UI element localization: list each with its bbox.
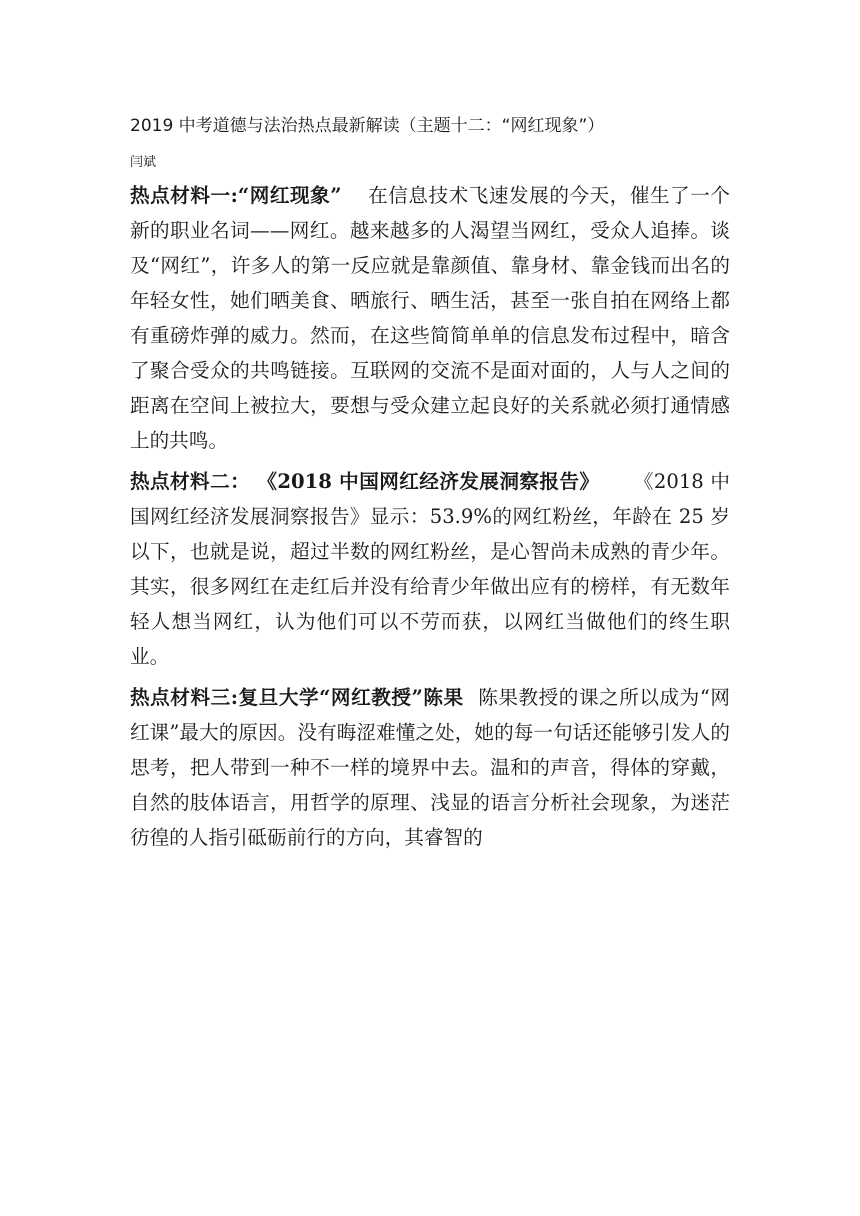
material-2-paragraph bbox=[130, 464, 730, 674]
material-1-paragraph bbox=[130, 178, 730, 458]
material-3-paragraph bbox=[130, 680, 730, 855]
material-1-heading: 热点材料一:“网红现象” bbox=[130, 184, 342, 207]
material-1-body: 在信息技术飞速发展的今天，催生了一个新的职业名词——网红。越来越多的人渴望当网红，受众人追捧。谈及“网红”，许多人的第一反应就是靠颜值、靠身材、靠金钱而出名的年轻女性，她们晒美食、晒旅行、晒生活，甚至一张自拍在网络上都有重磅炸弹的威力。然而，在这些简简单单的信息发布过程中，暗含了聚合受众的共鸣链接。互联网的交流不是面对面的，人与人之间的距离在空间上被拉大，要想与受众建立起良好的关系就必须打通情感上的共鸣。 bbox=[130, 184, 730, 452]
document-author: 闫斌 bbox=[130, 155, 157, 170]
material-3-body: 陈果教授的课之所以成为“网红课”最大的原因。没有晦涩难懂之处，她的每一句话还能够引发人的思考，把人带到一种不一样的境界中去。温和的声音，得体的穿戴，自然的肢体语言，用哲学的原理、浅显的语言分析社会现象，为迷茫彷徨的人指引砥砺前行的方向，其睿智的 bbox=[130, 686, 730, 849]
document-page bbox=[130, 112, 730, 861]
material-2-body: 《2018 中国网红经济发展洞察报告》显示：53.9%的网红粉丝，年龄在 25 岁以下，也就是说，超过半数的网红粉丝，是心智尚未成熟的青少年。其实，很多网红在走红后并没有给青少年做出应有的榜样，有无数年轻人想当网红，认为他们可以不劳而获，以网红当做他们的终生职业。 bbox=[130, 470, 730, 668]
material-3-heading: 热点材料三:复旦大学“网红教授”陈果 bbox=[130, 686, 464, 709]
document-title: 2019 中考道德与法治热点最新解读（主题十二：“网红现象”） bbox=[130, 116, 605, 136]
material-2-heading: 热点材料二： 《2018 中国网红经济发展洞察报告》 bbox=[130, 470, 600, 493]
